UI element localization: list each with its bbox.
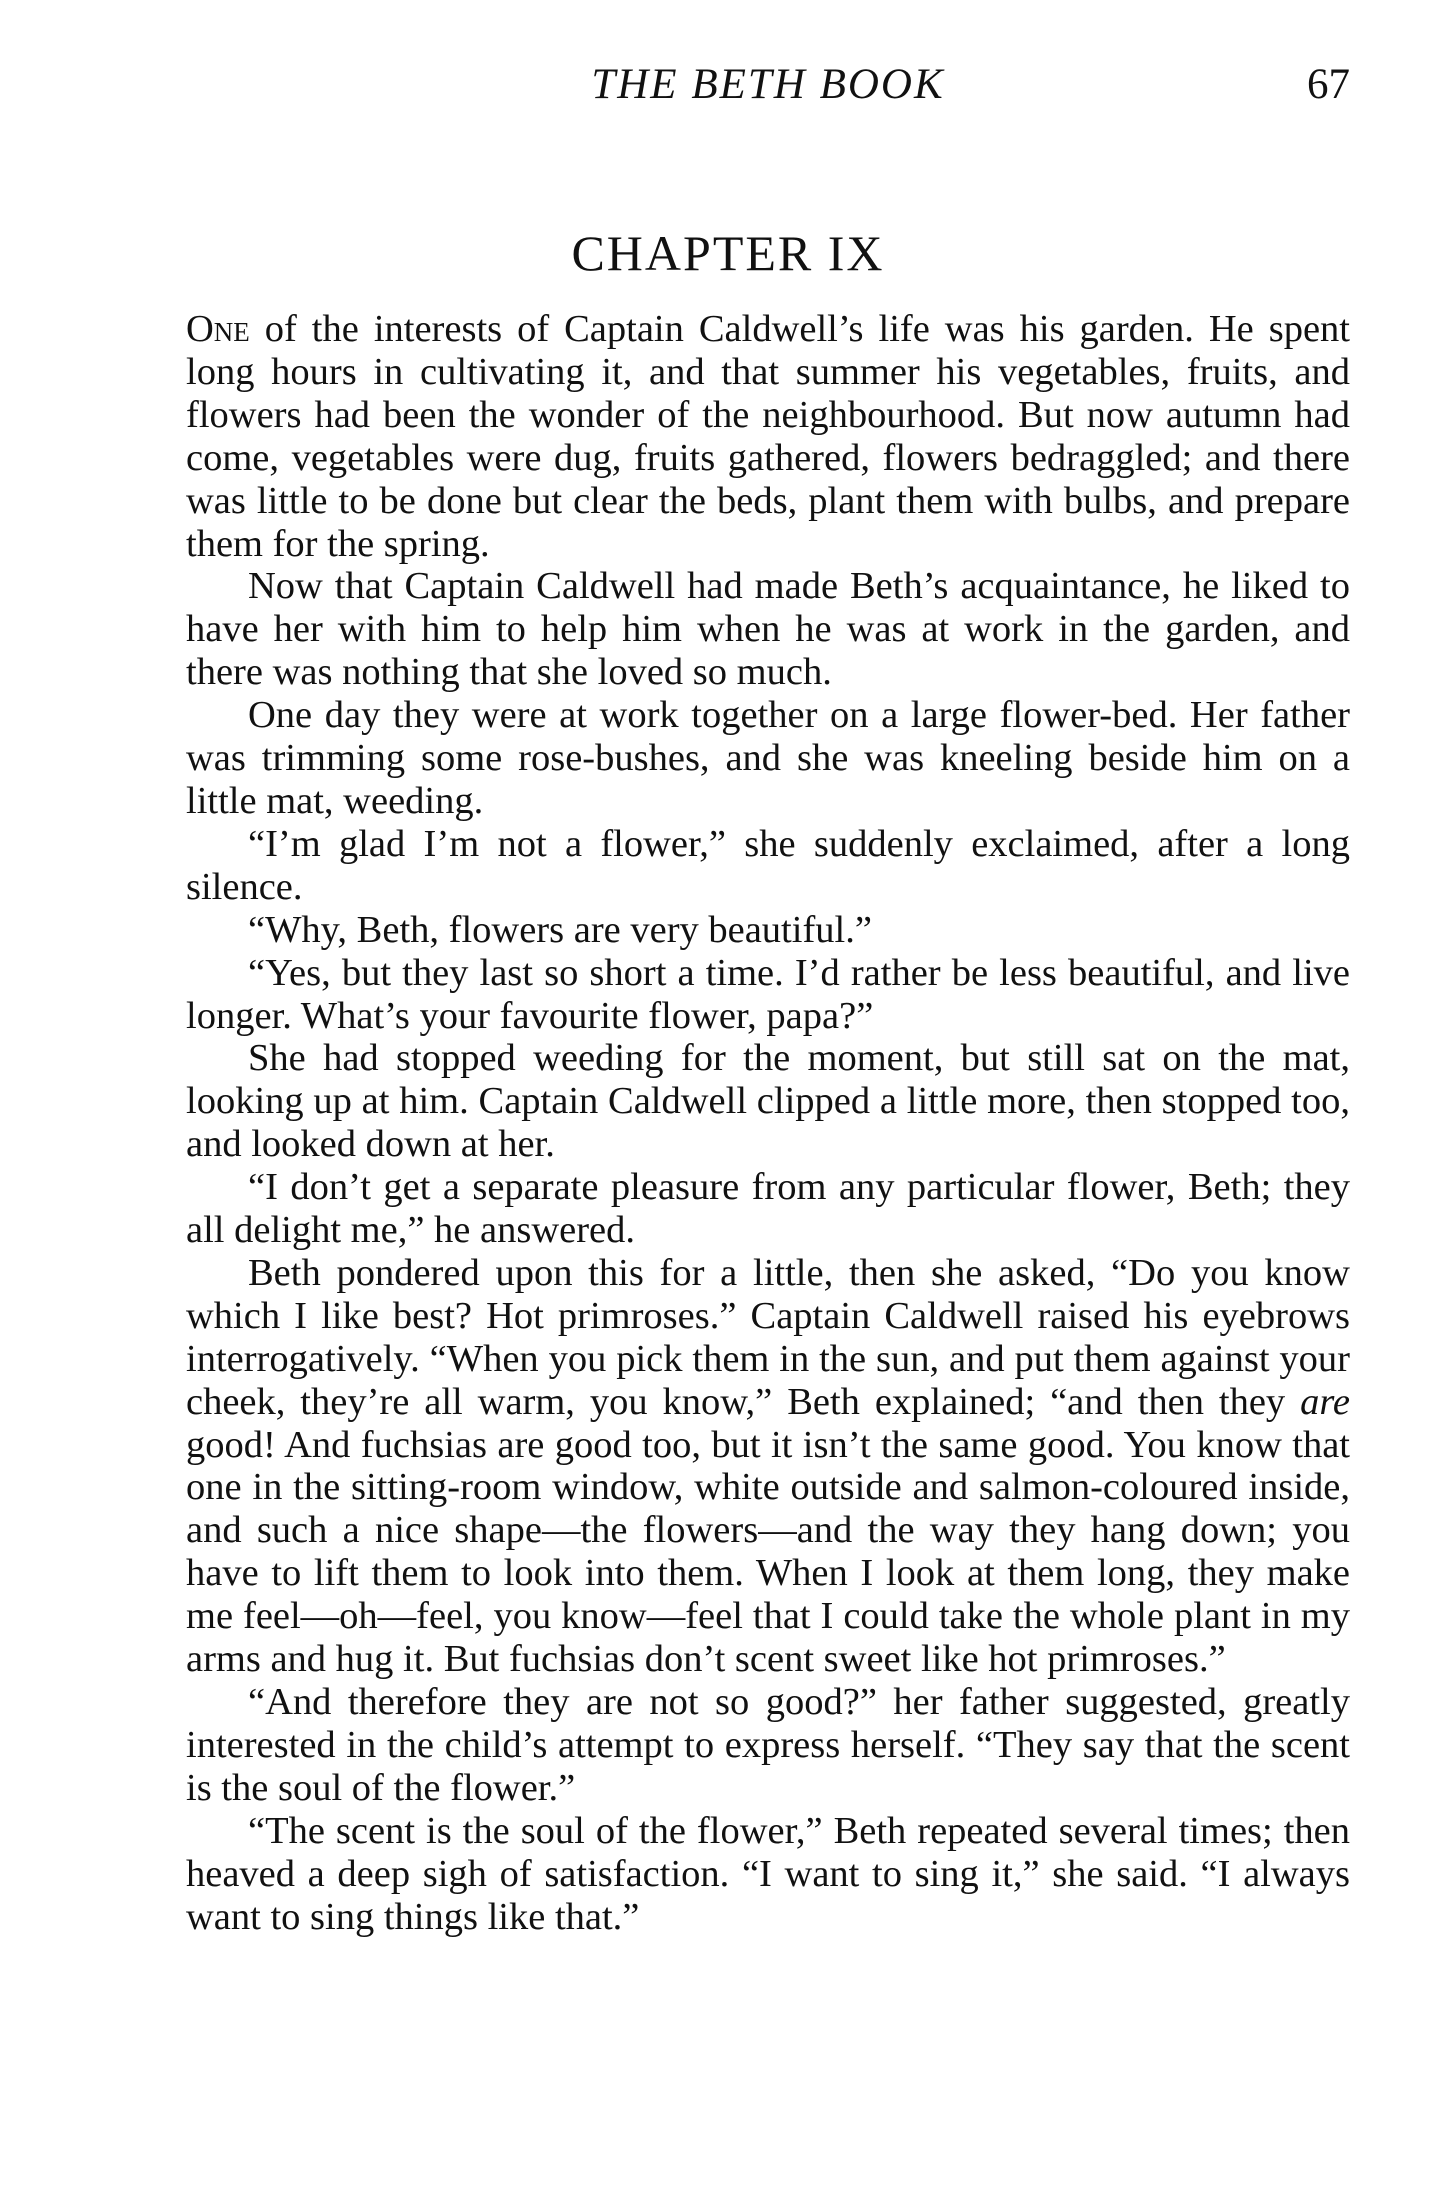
paragraph-5: “Why, Beth, flowers are very beautiful.” bbox=[248, 908, 872, 951]
page-number: 67 bbox=[1307, 61, 1350, 108]
paragraph-3: One day they were at work together on a large flower-bed. Her father was trimming some rose-bushes, and she was kneeling beside him on a little mat, weeding. bbox=[186, 694, 1350, 822]
paragraph-6: “Yes, but they last so short a time. I’d rather be less beautiful, and live longer. What’s your favourite flower, papa?” bbox=[186, 951, 1350, 1037]
paragraph-1 bbox=[186, 308, 1350, 565]
paragraph-9-text-before: Beth pondered upon this for a little, then she asked, “Do you know which I like best? Hot primroses.” Captain Caldwell raised his eyebrows interrogatively. “When you pick them in the sun, and put them against your cheek, they’re all warm, you know,” Beth explained; “and then they bbox=[186, 1251, 1350, 1423]
paragraph-9-emphasis: are bbox=[1300, 1380, 1350, 1423]
paragraph-10: “And therefore they are not so good?” her father suggested, greatly interested in the child’s attempt to express herself. “They say that the scent is the soul of the flower.” bbox=[186, 1681, 1350, 1809]
running-head bbox=[186, 60, 1350, 120]
paragraph-1-text: of the interests of Captain Caldwell’s life was his garden. He spent long hours in cultivating it, and that summer his vegetables, fruits, and flowers had been the wonder of the neighbourhood. But now autumn had come, vegetables were dug, fruits gathered, flowers bedraggled; and there was little to be done but clear the beds, plant them with bulbs, and prepare them for the spring. bbox=[186, 308, 1350, 565]
paragraph-2: Now that Captain Caldwell had made Beth’s acquaintance, he liked to have her with him to help him when he was at work in the garden, and there was nothing that she loved so much. bbox=[186, 565, 1350, 694]
paragraph-8: “I don’t get a separate pleasure from any particular flower, Beth; they all delight me,” he answered. bbox=[186, 1166, 1350, 1252]
paragraph-4: “I’m glad I’m not a flower,” she suddenly exclaimed, after a long silence. bbox=[186, 822, 1350, 908]
chapter-heading: CHAPTER IX bbox=[571, 225, 885, 281]
paragraph-7: She had stopped weeding for the moment, but still sat on the mat, looking up at him. Captain Caldwell clipped a little more, then stopped too, and looked down at her. bbox=[186, 1037, 1350, 1166]
paragraph-lead-word: One bbox=[186, 308, 250, 350]
paragraph-9 bbox=[186, 1252, 1350, 1681]
paragraph-9-text-after: good! And fuchsias are good too, but it isn’t the same good. You know that one in the sitting-room window, white outside and salmon-coloured inside, and such a nice shape—the flowers—and the way they hang down; you have to lift them to look into them. When I look at them long, they make me feel—oh—feel, you know—feel that I could take the whole plant in my arms and hug it. But fuchsias don’t scent sweet like hot primroses.” bbox=[186, 1423, 1350, 1681]
running-title: THE BETH BOOK bbox=[591, 61, 945, 108]
body-text bbox=[186, 308, 1350, 1938]
paragraph-11: “The scent is the soul of the flower,” Beth repeated several times; then heaved a deep sigh of satisfaction. “I want to sing it,” she said. “I always want to sing things like that.” bbox=[186, 1809, 1350, 1938]
